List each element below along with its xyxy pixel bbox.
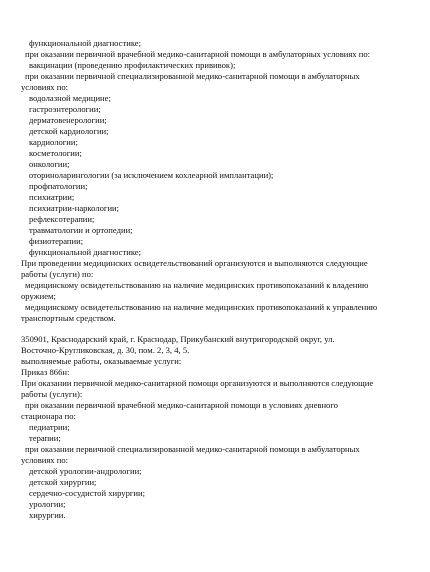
text-line: косметологии; [29,148,82,158]
text-line: водолазной медицине; [29,93,111,103]
text-line: педиатрии; [29,422,70,432]
text-line: стационара по: [21,411,76,421]
text-line: условиях по: [21,455,69,465]
text-line: урологии; [29,499,66,509]
text-line: оториноларингологии (за исключением кохлеарной имплантации); [29,170,274,180]
text-line: медицинскому освидетельствованию на наличие медицинских противопоказаний к владению [25,280,369,290]
text-line: При оказании первичной медико-санитарной помощи организуются и выполняются следующие [21,378,374,388]
text-line: сердечно-сосудистой хирургии; [29,488,146,498]
text-line: условиях по: [21,82,69,92]
text-line: работы (услуги) по: [21,269,94,279]
text-line: психиатрии-наркологии; [29,203,120,213]
text-line: вакцинации (проведению профилактических прививок); [29,60,236,70]
text-line: кардиологии; [29,137,78,147]
text-line: профпатологии; [29,181,88,191]
text-line: хирургии. [29,510,66,520]
text-line: при оказании первичной врачебной медико-санитарной помощи в условиях дневного [25,400,338,410]
text-line: Восточно-Кругликовская, д. 30, пом. 2, 3, 4, 5. [21,345,190,355]
text-line: при оказании первичной специализированной медико-санитарной помощи в амбулаторных [25,444,360,454]
text-line: детской кардиологии; [29,126,109,136]
text-line: функциональной диагностике; [29,247,142,257]
text-line: детской урологии-андрологии; [29,466,142,476]
text-line: Приказ 866н: [21,367,70,377]
text-line: выполняемые работы, оказываемые услуги: [21,356,182,366]
text-line: травматологии и ортопедии; [29,225,133,235]
text-line: При проведении медицинских освидетельствований организуются и выполняются следующие [21,258,368,268]
text-line: психиатрии; [29,192,75,202]
text-line: онкологии; [29,159,70,169]
text-line: функциональной диагностике; [29,38,142,48]
text-line: дерматовенерологии; [29,115,107,125]
text-line: при оказании первичной врачебной медико-санитарной помощи в амбулаторных условиях по: [25,49,371,59]
text-line: физиотерапии; [29,236,84,246]
text-line: терапии; [29,433,61,443]
text-line: гастроэнтерологии; [29,104,101,114]
text-line: работы (услуги): [21,389,83,399]
text-line: медицинскому освидетельствованию на наличие медицинских противопоказаний к управлению [25,302,378,312]
text-line: транспортным средством. [21,313,116,323]
text-line: детской хирургии; [29,477,97,487]
text-line: 350901, Краснодарский край, г. Краснодар, Прикубанский внутригородской округ, ул. [21,334,335,344]
text-line: рефлексотерапии; [29,214,95,224]
text-line: оружием; [21,291,56,301]
text-line: при оказании первичной специализированной медико-санитарной помощи в амбулаторных [25,71,360,81]
